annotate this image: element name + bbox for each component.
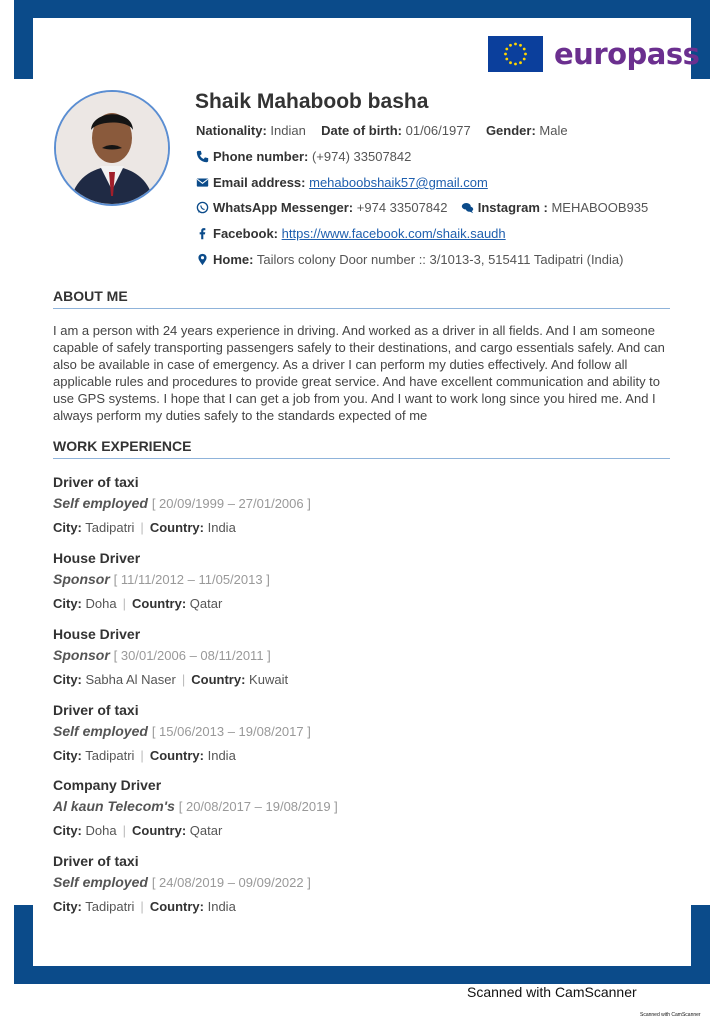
city-label: City: — [53, 596, 82, 611]
job-location — [53, 596, 670, 611]
about-text: I am a person with 24 years experience in driving. And worked as a driver in all fields. And I am someone capable of safely transporting passengers safely to their destinations, and cargo essentials safely. And can also be available in case of emergency. As a driver I can perform my duties effectively. And follow all applicable rules and procedures to provide great service. And have excellent communication and ability to use GPS systems. I hope that I can get a job from you. And I want to work long since you hired me. And I always perform my duties safely to the standards expected of me — [53, 323, 665, 423]
job-city: Tadipatri — [85, 520, 135, 535]
frame-top-left-post — [14, 0, 33, 79]
job-location — [53, 672, 670, 687]
job-employer-line — [53, 723, 670, 743]
job-employer: Self employed — [53, 723, 148, 739]
job-employer-line — [53, 874, 670, 894]
chat-bubbles-icon — [461, 201, 474, 214]
job-city: Tadipatri — [85, 899, 135, 914]
instagram-label: Instagram : — [477, 200, 548, 215]
job-country: Kuwait — [249, 672, 289, 687]
country-label: Country: — [149, 520, 204, 535]
job-dates: [ 30/01/2006 – 08/11/2011 ] — [113, 648, 271, 663]
job-employer-line — [53, 495, 670, 515]
separator: | — [122, 823, 126, 838]
job-location — [53, 748, 670, 763]
job-employer-line — [53, 647, 670, 667]
job-city: Tadipatri — [85, 748, 135, 763]
gender-value: Male — [539, 123, 568, 138]
job-dates: [ 15/06/2013 – 19/08/2017 ] — [151, 724, 311, 739]
about-heading: ABOUT ME — [53, 288, 670, 309]
home-value: Tailors colony Door number :: 3/1013-3, 515411 Tadipatri (India) — [256, 252, 624, 267]
job-employer-line — [53, 798, 670, 818]
camscanner-small-watermark: Scanned with CamScanner — [640, 1012, 701, 1018]
whatsapp-value: +974 33507842 — [356, 200, 448, 215]
job-title: Driver of taxi — [53, 474, 139, 490]
messaging-row — [196, 200, 648, 215]
job-location — [53, 520, 670, 535]
job-city: Doha — [85, 596, 117, 611]
job-country: India — [207, 899, 236, 914]
job-entry — [53, 550, 670, 611]
separator: | — [140, 748, 144, 763]
country-label: Country: — [131, 823, 187, 838]
job-dates: [ 24/08/2019 – 09/09/2022 ] — [151, 875, 311, 890]
europass-wordmark: europass — [554, 37, 700, 71]
frame-top-bar — [14, 0, 710, 18]
job-employer: Sponsor — [53, 647, 110, 663]
job-location — [53, 823, 670, 838]
job-employer: Al kaun Telecom's — [53, 798, 175, 814]
job-title: House Driver — [53, 550, 141, 566]
eu-flag-icon — [488, 36, 543, 72]
whatsapp-icon — [196, 201, 209, 214]
nationality-label: Nationality: — [196, 123, 267, 138]
job-city: Sabha Al Naser — [85, 672, 176, 687]
city-label: City: — [53, 520, 82, 535]
work-heading: WORK EXPERIENCE — [53, 438, 670, 459]
facebook-link[interactable]: https://www.facebook.com/shaik.saudh — [281, 226, 506, 241]
job-title: House Driver — [53, 626, 141, 642]
job-country: India — [207, 748, 236, 763]
separator: | — [140, 899, 144, 914]
facebook-icon — [196, 227, 209, 240]
dob-value: 01/06/1977 — [405, 123, 471, 138]
job-title: Driver of taxi — [53, 702, 139, 718]
job-entry — [53, 702, 670, 763]
phone-icon — [196, 150, 209, 163]
job-entry — [53, 626, 670, 687]
job-employer: Self employed — [53, 495, 148, 511]
envelope-icon — [196, 176, 209, 189]
separator: | — [140, 520, 144, 535]
email-link[interactable]: mehaboobshaik57@gmail.com — [309, 175, 488, 190]
job-entry — [53, 853, 670, 914]
job-entry — [53, 474, 670, 535]
facebook-row — [196, 226, 506, 241]
job-employer-line — [53, 571, 670, 591]
job-title: Company Driver — [53, 777, 162, 793]
frame-bottom-right-post — [691, 905, 710, 984]
map-pin-icon — [196, 253, 209, 266]
city-label: City: — [53, 672, 82, 687]
frame-bottom-bar — [14, 966, 710, 984]
job-dates: [ 11/11/2012 – 11/05/2013 ] — [113, 572, 270, 587]
phone-label: Phone number: — [213, 149, 309, 164]
email-label: Email address: — [213, 175, 306, 190]
country-label: Country: — [149, 748, 204, 763]
job-employer: Self employed — [53, 874, 148, 890]
country-label: Country: — [131, 596, 187, 611]
job-employer: Sponsor — [53, 571, 110, 587]
job-country: Qatar — [189, 596, 223, 611]
candidate-name: Shaik Mahaboob basha — [195, 90, 429, 113]
city-label: City: — [53, 899, 82, 914]
camscanner-watermark: Scanned with CamScanner — [467, 984, 637, 1000]
job-title: Driver of taxi — [53, 853, 139, 869]
email-row — [196, 175, 488, 190]
country-label: Country: — [149, 899, 204, 914]
europass-logo — [488, 36, 699, 72]
personal-details-row — [196, 123, 568, 138]
dob-label: Date of birth: — [321, 123, 402, 138]
home-row — [196, 252, 623, 267]
whatsapp-label: WhatsApp Messenger: — [213, 200, 354, 215]
job-dates: [ 20/09/1999 – 27/01/2006 ] — [151, 496, 311, 511]
phone-value: (+974) 33507842 — [311, 149, 412, 164]
city-label: City: — [53, 823, 82, 838]
instagram-value: MEHABOOB935 — [551, 200, 649, 215]
frame-bottom-left-post — [14, 905, 33, 984]
job-location — [53, 899, 670, 914]
job-country: Qatar — [189, 823, 223, 838]
facebook-label: Facebook: — [213, 226, 279, 241]
nationality-value: Indian — [270, 123, 306, 138]
job-dates: [ 20/08/2017 – 19/08/2019 ] — [178, 799, 338, 814]
job-city: Doha — [85, 823, 117, 838]
home-label: Home: — [213, 252, 254, 267]
gender-label: Gender: — [485, 123, 536, 138]
separator: | — [181, 672, 186, 687]
city-label: City: — [53, 748, 82, 763]
separator: | — [122, 596, 126, 611]
country-label: Country: — [191, 672, 246, 687]
job-entry — [53, 777, 670, 838]
job-country: India — [207, 520, 236, 535]
phone-row — [196, 149, 411, 164]
profile-photo — [54, 90, 170, 206]
